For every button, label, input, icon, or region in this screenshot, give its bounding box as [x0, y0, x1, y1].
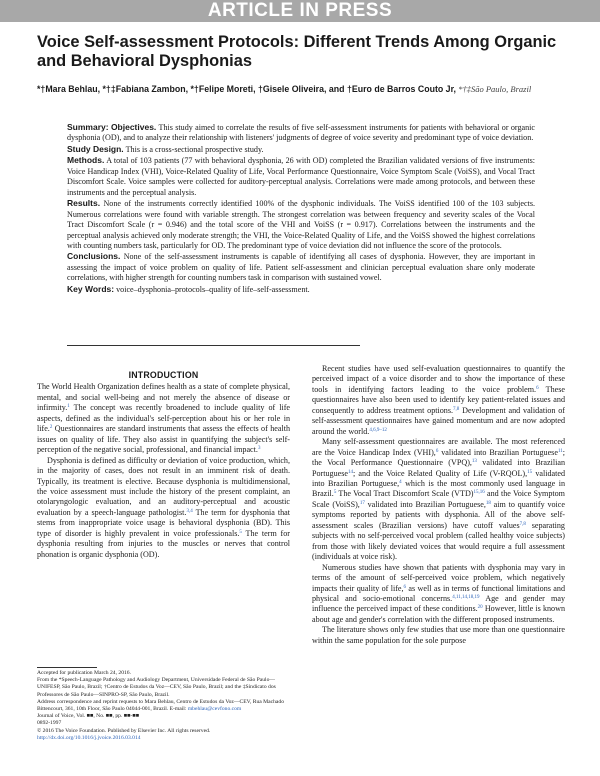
text-run: validated into Brazilian Portuguese,	[312, 468, 566, 488]
citation-ref[interactable]: 15,16	[473, 490, 485, 496]
citation-ref[interactable]: 6	[403, 584, 407, 590]
correspondence-address: Address correspondence and reprint requests to Mara Behlau, Centro de Estudos da Voz—CEV, Rua Machado Bittencourt, 361, 10th Floor, São Paulo 04044-001, Brazil. E-mail:	[37, 698, 284, 713]
text-run: aim to quantify voice symptoms reported by patients with dysphonia. All of the above self-assessment scales (Brazilian versions) have cutoff values	[312, 499, 565, 530]
accepted-date: Accepted for publication March 24, 2016.	[37, 670, 131, 676]
intro-paragraph-5	[312, 563, 565, 626]
issn: 0892-1997	[37, 720, 62, 727]
results-heading: Results.	[67, 198, 101, 209]
abstract	[67, 122, 535, 295]
right-column	[312, 364, 565, 646]
text-run: separating subjects with no self-perceived vocal problem (called healthy voice subjects) from those with likely deviated voices that would require a full assessment (individuals at voice risk).	[312, 520, 565, 562]
design-text: This is a cross-sectional prospective study.	[125, 144, 264, 154]
intro-paragraph-2	[37, 456, 290, 561]
results-text: None of the instruments correctly identified 100% of the dysphonic individuals. The VoiSS identified 100 of the 103 subjects. Numerous correlations were found with variable strength. The strongest correlation was between frequency and severity scales of the Vocal Tract Discomfort Scale (r = 0.946) and the total score of the VHI and VoiSS (r = 0.917). Correlations between the instruments and the perceptual analysis achieved only moderate strength; the VHI, the Voice-Related Quality of Life, and the VoiSS showed the highest correlations with counting numbers task, particularly for OD. The predominant type of voice deviation did not influence the score of the protocols.	[67, 199, 535, 250]
citation-ref[interactable]: 2	[49, 425, 53, 431]
abstract-divider	[67, 345, 360, 346]
citation-ref[interactable]: 3,4	[186, 508, 193, 514]
citation-ref[interactable]: 18	[485, 500, 491, 506]
text-run: validated into Brazilian Portuguese	[438, 447, 558, 457]
citation-ref[interactable]: 7,8	[519, 521, 526, 527]
citation-ref[interactable]: 4,11,14,18,19	[452, 594, 480, 600]
citation-ref[interactable]: 5	[333, 490, 337, 496]
author-list	[37, 84, 567, 95]
text-run: ; the Vocal Performance Questionnaire (VPQ),	[312, 447, 566, 468]
text-run: and the Voice Symptom Scale (VoiSS),	[312, 489, 565, 509]
abstract-objectives	[67, 122, 535, 144]
citation-ref[interactable]: 7,8	[453, 406, 460, 412]
citation-ref[interactable]: 20	[477, 605, 483, 611]
text-run: These questionnaires have also been used to identify key patient-related issues and consequently to address treatment options.	[312, 384, 566, 415]
methods-text: A total of 103 patients (77 with behavioral dysphonia, 26 with OD) completed the Brazilian validated versions of five instruments: Voice Handicap Index (VHI), Voice-Related Quality of Life, Vocal Performance Questionnaire, Voice Symptom Scale (VoiSS), and Vocal Tract Discomfort Scale. Voice samples were collected for auditory-perceptual analysis. Correlations were made among protocols, and between these instruments and the perceptual analysis.	[67, 156, 535, 197]
citation-ref[interactable]: 1	[67, 404, 70, 410]
objectives-text: This study aimed to correlate the results of five self-assessment instruments for patients with behavioral or organic dysphonia (OD), and to analyze their relationship with listeners' judgments of degree of voice severity and predominant type of voice deviation.	[67, 123, 535, 143]
text-run: which is the most commonly used language in Brazil.	[312, 478, 565, 499]
footnote-divider	[37, 667, 97, 668]
text-run: Questionnaires are standard instruments that assess the effects of health issues on quality of life. They also assist in quantifying the subject's self-perception of the negative social, professional, and financial impact.	[37, 424, 290, 455]
text-run: Dysphonia is defined as difficulty or deviation of voice production, which, in the majority of cases, does not result in an imminent risk of death. Typically, its treatment is elective. Because dysphonia is multidimensional, the voice assessment must include the history of the present complaint, an otolaryngologic evaluation, and an auditory-perceptual and acoustic evaluation by a speech-language pathologist.	[37, 455, 290, 517]
text-run: The term for dysphonia resulting from injuries to the muscles or nerves that control phonation is organic dysphonia (OD).	[37, 528, 290, 559]
text-run: However, little is known about age and gender's correlation with the different proposed instruments.	[312, 604, 565, 624]
text-run: validated into Brazilian Portuguese,	[364, 499, 486, 509]
article-in-press-banner	[0, 0, 600, 22]
citation-ref[interactable]: 5	[239, 529, 242, 535]
keywords-heading: Key Words:	[67, 283, 115, 294]
affiliations: From the *Speech-Language Pathology and Audiology Department, Universidade Federal de São Paulo—UNIFESP, São Paulo, Brazil; †Centro de Estudos da Voz—CEV, São Paulo, Brazil; and the ‡Sindicato dos Professores de São Paulo—SINPRO-SP, São Paulo, Brazil.	[37, 677, 276, 698]
text-run: validated into Brazilian Portuguese	[312, 458, 565, 478]
citation-ref[interactable]: 17	[359, 500, 365, 506]
conclusions-heading: Conclusions.	[67, 251, 121, 262]
keywords-text: voice–dysphonia–protocols–quality of life–self-assessment.	[116, 284, 310, 294]
footnotes	[37, 670, 290, 742]
text-run: Numerous studies have shown that patients with dysphonia may vary in terms of the amount of self-perceived voice problem, which negatively impacts their quality of life,	[312, 562, 565, 593]
text-run: The term for dysphonia that stems from inappropriate voice usage is behavioral dysphonia (BD). This type of disorder is highly prevalent in voice professionals.	[37, 507, 291, 538]
citation-ref[interactable]: 6	[536, 385, 539, 391]
text-run: ; and the Voice Related Quality of Life (V-RQOL),	[352, 468, 528, 478]
journal-info: Journal of Voice, Vol. ■■, No. ■■, pp. ■■-■■	[37, 713, 140, 720]
text-run: as well as in terms of functional limitations and physical and socio-emotional concerns.	[312, 583, 565, 603]
methods-heading: Methods.	[67, 155, 105, 166]
citation-ref[interactable]: 11	[557, 448, 563, 454]
article-title: Voice Self-assessment Protocols: Different Trends Among Organic and Behavioral Dysphonias	[37, 33, 557, 70]
abstract-conclusions	[67, 251, 535, 283]
citation-ref[interactable]: 13	[471, 459, 477, 465]
text-run: The concept was recently broadened to include quality of life aspects, defined as the individual's self-perception about his or her role in life.	[37, 403, 290, 434]
citation-ref[interactable]: 14	[347, 469, 353, 475]
citation-ref[interactable]: 3	[257, 446, 261, 452]
text-run: Many self-assessment questionnaires are available. The most referenced are the Voice Handicap Index (VHI),	[312, 437, 565, 457]
citation-ref[interactable]: 4,6,9–12	[369, 427, 387, 433]
doi-link[interactable]: http://dx.doi.org/10.1016/j.jvoice.2016.03.014	[37, 734, 141, 741]
summary-heading: Summary:	[67, 122, 109, 132]
intro-paragraph-6: The literature shows only few studies that use more than one questionnaire within the same population for the sole purpose	[312, 625, 565, 645]
intro-paragraph-1	[37, 382, 290, 455]
author-names: *†Mara Behlau, *†‡Fabiana Zambon, *†Felipe Moreti, †Gisele Oliveira, and †Euro de Barros Couto Jr,	[37, 84, 456, 94]
conclusions-text: None of the self-assessment instruments is capable of identifying all cases of dysphonia. However, they are important in assessing the impact of voice problem on quality of life. Patient self-assessment and clinician perceptual evaluation share only moderate correlations, with higher strength for counting numbers task in comparison with sustained vowel.	[67, 252, 535, 283]
intro-paragraph-3	[312, 364, 565, 437]
citation-ref[interactable]: 4	[399, 479, 402, 485]
author-location: *†‡São Paulo, Brazil	[458, 84, 532, 94]
banner-text: ARTICLE IN PRESS	[207, 0, 393, 21]
text-run: The Vocal Tract Discomfort Scale (VTD)	[336, 489, 474, 499]
text-run: Development and validation of self-assessment questionnaires have gained momentum and are now adopted around the world.	[312, 405, 565, 436]
copyright: © 2016 The Voice Foundation. Published by Elsevier Inc. All rights reserved.	[37, 727, 211, 734]
abstract-keywords	[67, 284, 535, 295]
text-run: The World Health Organization defines health as a state of complete physical, mental, and social well-being and not merely the absence of disease or infirmity.	[37, 382, 290, 413]
text-run: Recent studies have used self-evaluation questionnaires to quantify the perceived impact of a voice disorder and to show the importance of these tools in identifying factors leading to the voice problem.	[312, 364, 565, 394]
introduction-heading: INTRODUCTION	[128, 370, 199, 380]
abstract-design	[67, 144, 535, 155]
text-run: Age and gender may influence the perceived impact of these conditions.	[312, 593, 565, 614]
abstract-results	[67, 198, 535, 251]
objectives-heading: Objectives.	[110, 122, 157, 132]
correspondence	[37, 699, 290, 713]
design-heading: Study Design.	[67, 143, 124, 154]
citation-ref[interactable]: 6	[435, 448, 439, 454]
citation-ref[interactable]: 15	[527, 469, 533, 475]
intro-paragraph-4	[312, 437, 565, 562]
abstract-methods	[67, 155, 535, 198]
left-column	[37, 370, 290, 560]
email-link[interactable]: mbehlau@cevfono.com	[187, 706, 242, 713]
